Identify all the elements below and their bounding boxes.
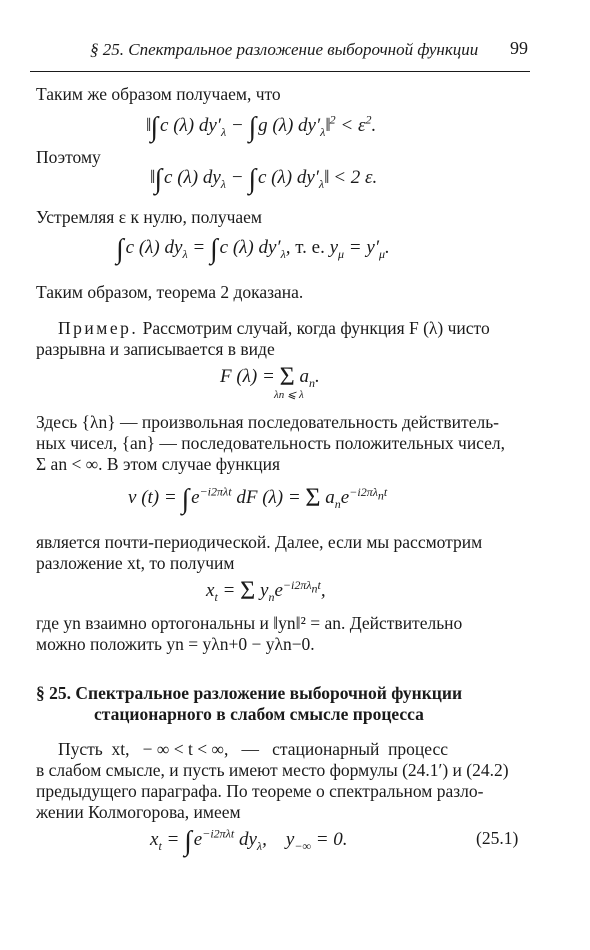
text-line: разрывна и записывается в виде bbox=[36, 339, 275, 359]
example-word: Пример. bbox=[58, 318, 139, 338]
text-line: жении Колмогорова, имеем bbox=[36, 802, 241, 822]
equation-norm-bound: ‖∫ c (λ) $dy_\lambda$ − ∫ c (λ) $dy'_\lambda‖ < 2$ ε. bbox=[150, 164, 378, 195]
section-heading-continued: стационарного в слабом смысле процесса bbox=[94, 704, 424, 724]
example-line: Пример. Рассмотрим случай, когда функция F (λ) чисто bbox=[58, 318, 490, 338]
text-line: Поэтому bbox=[36, 147, 101, 167]
text-line: Σ an < ∞. В этом случае функция bbox=[36, 454, 281, 474]
text-line: Таким же образом получаем, что bbox=[36, 84, 281, 104]
text-line: можно положить yn = yλn+0 − yλn−0. bbox=[36, 634, 315, 654]
equation-limit: ∫ c (λ) $dy_\lambda$ = ∫ c (λ) $dy'_\lambda$, т. е. $y_\mu = y'_\mu$. bbox=[116, 234, 390, 265]
equation-jump-function: F (λ) = Σ $a_n$. bbox=[220, 362, 320, 391]
equation-norm-difference: ‖∫ c (λ) $dy'_\lambda$ − ∫ g (λ) $dy'_\lambda‖^2 < \varepsilon^2$. bbox=[146, 112, 377, 143]
text-line: Пусть xt, − ∞ < t < ∞, — стационарный процесс bbox=[58, 739, 449, 759]
text-line: является почти-периодической. Далее, если мы рассмотрим bbox=[36, 532, 483, 552]
equation-almost-periodic: v (t) = ∫ $e^{-i2\pi\lambda t}$ dF (λ) = Σ $a_ne^{-i2\pi\lambda_nt}$ bbox=[128, 483, 388, 515]
equation-sum-subscript: λn ⩽ λ bbox=[274, 389, 304, 401]
running-title: § 25. Спектральное разложение выборочной функции bbox=[90, 40, 479, 59]
equation-expansion: $x_t = \Sigma$ $y_ne^{-i2\pi\lambda_nt}$, bbox=[206, 576, 326, 605]
equation-number: (25.1) bbox=[476, 828, 519, 848]
text-line: предыдущего параграфа. По теореме о спектральном разло- bbox=[36, 781, 484, 801]
equation-spectral-decomposition: $x_t$ = ∫ $e^{-i2\pi\lambda t}$ $dy_\lambda$, $y_{-\infty} = 0$. bbox=[150, 826, 348, 857]
section-heading: § 25. Спектральное разложение выборочной функции bbox=[36, 683, 463, 703]
text-line: в слабом смысле, и пусть имеют место формулы (24.1′) и (24.2) bbox=[36, 760, 509, 780]
text-line: где yn взаимно ортогональны и ‖yn‖² = an. Действительно bbox=[36, 613, 463, 633]
text-line: Таким образом, теорема 2 доказана. bbox=[36, 282, 304, 302]
text-line: Устремляя ε к нулю, получаем bbox=[36, 207, 262, 227]
header-rule bbox=[30, 71, 530, 72]
page-number: 99 bbox=[510, 38, 528, 58]
text-line: Здесь {λn} — произвольная последовательность действитель- bbox=[36, 412, 499, 432]
text-line: разложение xt, то получим bbox=[36, 553, 235, 573]
text-line: ных чисел, {an} — последовательность положительных чисел, bbox=[36, 433, 506, 453]
